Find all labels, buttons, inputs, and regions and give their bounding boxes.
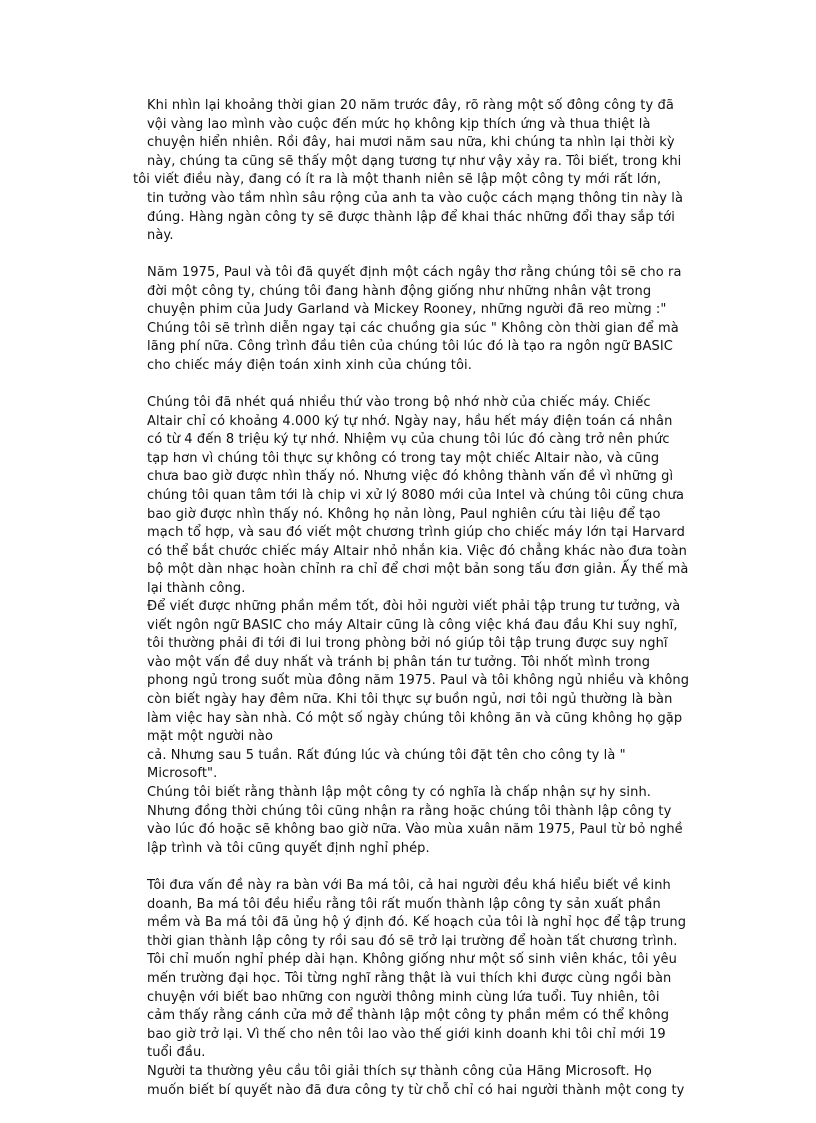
text-line: Altair chỉ có khoảng 4.000 ký tự nhớ. Ngày nay, hầu hết máy điện toán cá nhân bbox=[147, 413, 673, 429]
text-line: Chúng tôi đã nhét quá nhiều thứ vào trong bộ nhớ nhờ của chiếc máy. Chiếc bbox=[147, 395, 651, 410]
paragraph-1 bbox=[133, 97, 707, 246]
paragraph-3 bbox=[147, 394, 707, 599]
text-line: phong ngủ trong suốt mùa đông năm 1975. Paul và tôi không ngủ nhiều và không bbox=[147, 673, 690, 689]
text-line: thời gian thành lập công ty rồi sau đó sẽ trở lại trường để hoàn tất chương trình. bbox=[147, 933, 678, 949]
text-line: cảm thấy rằng cánh cửa mở để thành lập một công ty phần mềm có thể không bbox=[147, 1008, 670, 1024]
text-line: này. bbox=[147, 228, 174, 244]
text-line: bao giờ trở lại. Vì thế cho nên tôi lao vào thế giới kinh doanh khi tôi chỉ mới 19 bbox=[147, 1026, 666, 1042]
text-line: tin tưởng vào tầm nhìn sâu rộng của anh ta vào cuộc cách mạng thông tin này là bbox=[147, 190, 684, 206]
paragraph-5 bbox=[147, 784, 707, 858]
text-line: mạch tổ hợp, và sau đó viết một chương trình giúp cho chiếc máy lớn tại Harvard bbox=[147, 525, 685, 541]
text-line: Khi nhìn lại khoảng thời gian 20 năm trước đây, rõ ràng một số đông công ty đã bbox=[147, 98, 674, 113]
text-line: mềm và Ba má tôi đã ủng hộ ý định đó. Kế hoạch của tôi là nghỉ học để tập trung bbox=[147, 915, 687, 931]
text-line: đúng. Hàng ngàn công ty sẽ được thành lập để khai thác những đổi thay sắp tới bbox=[147, 209, 675, 225]
text-line: Người ta thường yêu cầu tôi giải thích sự thành công của Hãng Microsoft. Họ bbox=[147, 1064, 652, 1079]
text-line: cả. Nhưng sau 5 tuần. Rất đúng lúc và chúng tôi đặt tên cho công ty là " bbox=[147, 747, 626, 763]
text-line: Chúng tôi sẽ trình diễn ngay tại các chuồng gia súc " Không còn thời gian để mà bbox=[147, 320, 679, 336]
text-line: vội vàng lao mình vào cuộc đến mức họ không kịp thích ứng và thua thiệt là bbox=[147, 116, 651, 132]
text-line: có thể bắt chước chiếc máy Altair nhỏ nhắn kia. Việc đó chẳng khác nào đưa toàn bbox=[147, 543, 688, 559]
text-line: mặt một người nào bbox=[147, 729, 273, 745]
text-line: chuyện phim của Judy Garland và Mickey Rooney, những người đã reo mừng :" bbox=[147, 302, 667, 318]
text-line: Nhưng đồng thời chúng tôi cũng nhận ra rằng hoặc chúng tôi thành lập công ty bbox=[147, 803, 672, 819]
text-line: lãng phí nữa. Công trình đầu tiên của chúng tôi lúc đó là tạo ra ngôn ngữ BASIC bbox=[147, 339, 673, 355]
text-line: bao giờ được nhìn thấy nó. Không họ nản lòng, Paul nghiên cứu tài liệu để tạo bbox=[147, 506, 661, 522]
text-line: mến trường đại học. Tôi từng nghĩ rằng thật là vui thích khi được cùng ngồi bàn bbox=[147, 970, 672, 986]
text-line: làm việc hay sàn nhà. Có một số ngày chúng tôi không ăn và cũng không họ gặp bbox=[147, 710, 683, 726]
text-line: cho chiếc máy điện toán xinh xinh của chúng tôi. bbox=[147, 357, 472, 373]
text-line: tôi thường phải đi tới đi lui trong phòng bởi nó giúp tôi tập trung được suy nghĩ bbox=[147, 636, 668, 652]
paragraph-6 bbox=[147, 877, 707, 1063]
text-line: chuyện hiển nhiên. Rồi đây, hai mươi năm sau nữa, khi chúng ta nhìn lại thời kỳ bbox=[147, 135, 675, 151]
text-line: tôi viết điều này, đang có ít ra là một thanh niên sẽ lập một công ty mới rất lớn, bbox=[133, 172, 662, 188]
text-line: có từ 4 đến 8 triệu ký tự nhớ. Nhiệm vụ của chung tôi lúc đó càng trở nên phức bbox=[147, 432, 670, 448]
paragraph-7 bbox=[147, 1063, 707, 1100]
text-line: doanh, Ba má tôi đều hiểu rằng tôi rất muốn thành lập công ty sản xuất phần bbox=[147, 896, 661, 912]
text-line: Chúng tôi biết rằng thành lập một công ty có nghĩa là chấp nhận sự hy sinh. bbox=[147, 785, 652, 800]
text-line: Năm 1975, Paul và tôi đã quyết định một cách ngây thơ rằng chúng tôi sẽ cho ra bbox=[147, 265, 682, 280]
text-line: chuyện với biết bao những con người thông minh cùng lứa tuổi. Tuy nhiên, tôi bbox=[147, 989, 660, 1005]
text-line: muốn biết bí quyết nào đã đưa công ty từ chỗ chỉ có hai người thành một cong ty bbox=[147, 1082, 685, 1098]
text-line: chúng tôi quan tâm tới là chip vi xử lý 8080 mới của Intel và chúng tôi cũng chưa bbox=[147, 487, 685, 503]
text-line: vào một vấn đề duy nhất và tránh bị phân tán tư tưởng. Tôi nhốt mình trong bbox=[147, 654, 651, 670]
text-line: Tôi đưa vấn đề này ra bàn với Ba má tôi, cả hai người đều khá hiểu biết về kinh bbox=[147, 878, 671, 893]
text-line: Microsoft". bbox=[147, 766, 218, 782]
paragraph-4 bbox=[147, 598, 707, 784]
text-line: lập trình và tôi cũng quyết định nghỉ phép. bbox=[147, 840, 430, 856]
text-line: tuổi đầu. bbox=[147, 1045, 206, 1061]
text-line: chưa bao giờ được nhìn thấy nó. Nhưng việc đó không thành vấn đề vì những gì bbox=[147, 469, 674, 485]
text-line: đời một công ty, chúng tôi đang hành động giống như những nhân vật trong bbox=[147, 283, 652, 299]
text-line: viết ngôn ngữ BASIC cho máy Altair cũng là công việc khá đau đầu Khi suy nghĩ, bbox=[147, 617, 678, 633]
text-line: lại thành công. bbox=[147, 580, 246, 596]
text-line: bộ một dàn nhạc hoàn chỉnh ra chỉ để chơi một bản song tấu đơn giản. Ấy thế mà bbox=[147, 562, 689, 578]
text-line: còn biết ngày hay đêm nữa. Khi tôi thực sự buồn ngủ, nơi tôi ngủ thường là bàn bbox=[147, 691, 673, 707]
text-line: Để viết được những phần mềm tốt, đòi hỏi người viết phải tập trung tư tưởng, và bbox=[147, 599, 681, 614]
text-line: này, chúng ta cũng sẽ thấy một dạng tương tự như vậy xảy ra. Tôi biết, trong khi bbox=[147, 153, 682, 169]
text-line: Tôi chỉ muốn nghỉ phép dài hạn. Không giống như một số sinh viên khác, tôi yêu bbox=[147, 952, 677, 968]
paragraph-2 bbox=[147, 264, 707, 376]
text-line: tạp hơn vì chúng tôi thực sự không có trong tay một chiếc Altair nào, và cũng bbox=[147, 450, 660, 466]
text-line: vào lúc đó hoặc sẽ không bao giờ nữa. Vào mùa xuân năm 1975, Paul từ bỏ nghề bbox=[147, 822, 683, 838]
